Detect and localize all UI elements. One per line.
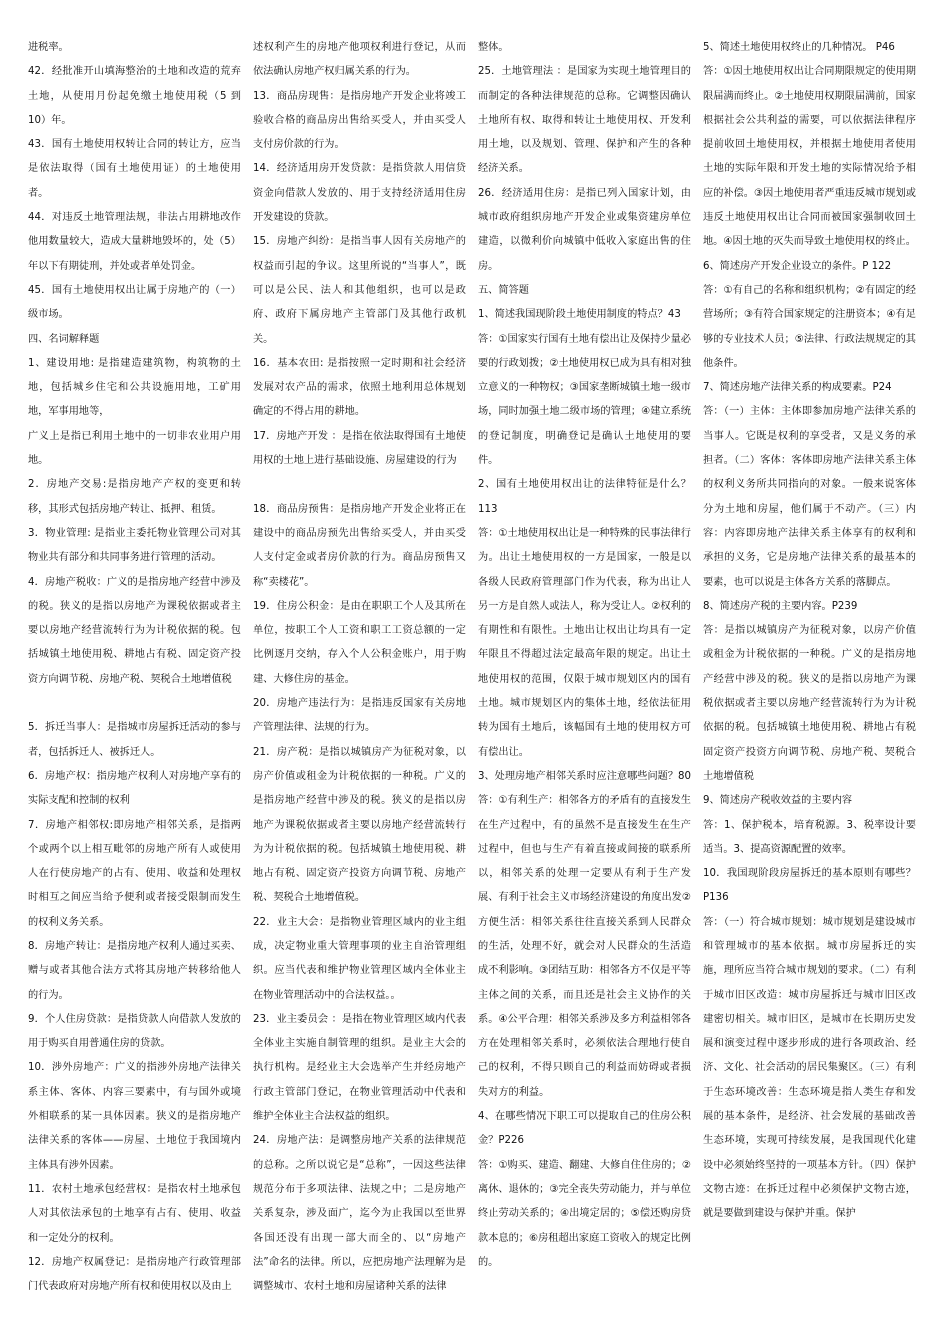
paragraph: 10．我国现阶段房屋拆迁的基本原则有哪些？P136 [703, 868, 916, 904]
paragraph: 进税率。 [28, 42, 69, 53]
paragraph: 8．房地产转让：是指房地产权利人通过买卖、赠与或者其他合法方式将其房地产转移给他人的行为。 [28, 940, 241, 1001]
paragraph: 五、简答题 [478, 284, 529, 296]
paragraph: 14．经济适用房开发贷款：是指贷款人用信贷资金向借款人发放的、用于支持经济适用住房开发建设的贷款。 [253, 163, 466, 224]
paragraph: 答：①购买、建造、翻建、大修自住住房的；②离休、退休的；③完全丧失劳动能力，并与单位终止劳动关系的；④出境定居的；⑤偿还购房贷款本息的；⑥房租超出家庭工资收入的规定比例的。 [478, 1159, 691, 1268]
paragraph: 答：（一）符合城市规划：城市规划是建设城市和管理城市的基本依据。城市房屋拆迁的实施，理所应当符合城市规划的要求。（二）有利于城市旧区改造：城市房屋拆迁与城市旧区改建密切相关。城市旧区，是城市在长期历史发展和演变过程中逐步形成的进行各项政治、经济、文化、社会活动的居民集聚区。（三）有利于生态环境改善：生态环境是指人类生存和发展的基本条件，是经济、社会发展的基础改善生态环境，实现可持续发展，是我国现代化建设中必须始终坚持的一项基本方针。（四）保护文物古迹：在拆迁过程中必须保护文物古迹，就是要做到建设与保护并重。保护 [703, 916, 916, 1220]
paragraph: 答：（一）主体：主体即参加房地产法律关系的当事人。它既是权利的享受者，又是义务的承担者。（二）客体：客体即房地产法律关系主体的权利义务所共同指向的对象。一般来说客体分为土地和房屋，他们属于不动产。（三）内容：内容即房地产法律关系主体享有的权利和承担的义务，它是房地产法律关系的最基本的要素，也可以说是主体各方关系的落脚点。 [703, 406, 916, 588]
paragraph: 答：①因土地使用权出让合同期限规定的使用期限届满而终止。②土地使用权期限届满前，国家根据社会公共利益的需要，可以依据法律程序提前收回土地使用权，并根据土地使用者使用土地的实际年限和开发土地的实际情况给予相应的补偿。③因土地使用者严重违反城市规划或违反土地使用权出让合同而被国家强制收回土地。④因土地的灭失而导致土地使用权的终止。 [703, 66, 916, 248]
paragraph: 15．房地产纠纷：是指当事人因有关房地产的权益而引起的争议。这里所说的“当事人”，既可以是公民、法人和其他组织，也可以是政府、政府下属房地产主管部门及其他行政机关。 [253, 236, 466, 345]
paragraph: 答：1、保护税本，培育税源。3、税率设计要适当。3、提高资源配置的效率。 [703, 819, 916, 855]
paragraph: 26．经济适用住房：是指已列入国家计划，由城市政府组织房地产开发企业或集资建房单位建造，以微利价向城镇中低收入家庭出售的住房。 [478, 187, 691, 272]
text-column-1 [28, 36, 241, 1336]
paragraph: 17．房地产开发 ：是指在依法取得国有土地使用权的土地上进行基础设施、房屋建设的行为 [253, 430, 466, 467]
paragraph: 答：①有利生产：相邻各方的矛盾有的直接发生在生产过程中，有的虽然不是直接发生在生产过程中，但也与生产有着直接或间接的联系所以，相邻关系的处理一定要从有利于生产发展、有利于社会主义市场经济建设的角度出发②方便生活：相邻关系往往直接关系到人民群众的生活，处理不好，就会对人民群众的生活造成不利影响。③团结互助：相邻各方不仅是平等主体之间的关系，而且还是社会主义协作的关系。④公平合理：相邻关系涉及多方利益相邻各方在处理相邻关系时，必须依法合理地行使自己的权利，不得只顾自己的利益而妨碍或者损失对方的利益。 [478, 795, 691, 1098]
paragraph: 5、简述土地使用权终止的几种情况。 P46 [703, 42, 895, 53]
paragraph: 6、简述房产开发企业设立的条件。P 122 [703, 260, 892, 272]
paragraph: 1、简述我国现阶段土地使用制度的特点？43 [478, 309, 681, 321]
paragraph: 4、在哪些情况下职工可以提取自己的住房公积金？P226 [478, 1111, 691, 1147]
paragraph: 四、名词解释题 [28, 333, 100, 345]
paragraph: 23．业主委员会 ：是指在物业管理区域内代表全体业主实施自制管理的组织。是业主大会的执行机构。是经业主大会选举产生并经房地产行政主管部门登记，在物业管理活动中代表和维护全体业主合法权益的组织。 [253, 1013, 466, 1123]
paragraph: 整体。 [478, 42, 509, 53]
paragraph: 答：①土地使用权出让是一种特殊的民事法律行为。出让土地使用权的一方是国家，一般是以各级人民政府管理部门作为代表，称为出让人另一方是自然人或法人，称为受让人。②权利的有期性和有限性。土地出让权出让均具有一定年限且不得超过法定最高年限的规定。出让土地使用权的范围，仅限于城市规划区内的国有土地。城市规划区内的集体土地，经依法征用转为国有土地后，该幅国有土地的使用权方可有偿出让。 [478, 527, 691, 758]
paragraph: 6．房地产权：指房地产权利人对房地产享有的实际支配和控制的权利 [28, 770, 241, 807]
paragraph: 答：①有自己的名称和组织机构；②有固定的经营场所；③有符合国家规定的注册资本；④有足够的专业技术人员；⑤法律、行政法规规定的其他条件。 [703, 284, 916, 369]
paragraph: 22．业主大会：是指物业管理区域内的业主组成，决定物业重大管理事项的业主自治管理组织。应当代表和维护物业管理区域内全体业主在物业管理活动中的合法权益。。 [253, 916, 466, 1001]
paragraph: 18．商品房预售：是指房地产开发企业将正在建设中的商品房预先出售给买受人，并由买受人支付定金或者房价款的行为。商品房预售又称“卖楼花”。 [253, 503, 466, 588]
paragraph: 1、建设用地: 是指建造建筑物，构筑物的土地，包括城乡住宅和公共设施用地，工矿用地，军事用地等， [28, 357, 241, 418]
text-column-3 [478, 36, 691, 1336]
paragraph: 20．房地产违法行为：是指违反国家有关房地产管理法律、法规的行为。 [253, 698, 466, 734]
paragraph: 述权利产生的房地产他项权利进行登记，从而依法确认房地产权归属关系的行为。 [253, 42, 466, 78]
paragraph: 7、简述房地产法律关系的构成要素。P24 [703, 382, 892, 394]
text-column-2 [253, 36, 466, 1336]
paragraph: 43．国有土地使用权转让合同的转让方，应当是依法取得（国有土地使用证）的土地使用者。 [28, 139, 241, 199]
paragraph: 19．住房公积金：是由在职职工个人及其所在单位，按职工个人工资和职工工资总额的一定比例逐月交纳，存入个人公积金账户，用于购建、大修住房的基金。 [253, 600, 466, 685]
paragraph [28, 692, 241, 716]
paragraph: 44．对违反土地管理法规，非法占用耕地改作他用数量较大，造成大量耕地毁坏的，处（5）年以下有期徒刑，并处或者单处罚金。 [28, 212, 241, 272]
paragraph: 9．个人住房贷款：是指贷款人向借款人发放的用于购买自用普通住房的贷款。 [28, 1013, 241, 1050]
paragraph: 答：①国家实行国有土地有偿出让及保持少量必要的行政划拨；②土地使用权已成为具有相对独立意义的一种物权；③国家垄断城镇土地一级市场，同时加强土地二级市场的管理；④建立系统的登记制度，明确登记是确认土地使用的要件。 [478, 333, 691, 467]
paragraph: 5．拆迁当事人：是指城市房屋拆迁活动的参与者，包括拆迁人、被拆迁人。 [28, 722, 241, 758]
paragraph: 2、国有土地使用权出让的法律特征是什么？113 [478, 479, 691, 515]
paragraph: 24．房地产法：是调整房地产关系的法律规范的总称。之所以说它是“总称”，一因这些法律规范分布于多项法律、法规之中；二是房地产关系复杂，涉及面广，迄今为止我国以至世界各国还没有出现一部大而全的、以“房地产法”命名的法律。所以，应把房地产法理解为是调整城市、农村土地和房屋诸种关系的法律 [253, 1135, 466, 1293]
paragraph: 11．农村土地承包经营权：是指农村土地承包人对其依法承包的土地享有占有、使用、收益和一定处分的权利。 [28, 1183, 241, 1244]
paragraph: 答：是指以城镇房产为征税对象，以房产价值或租金为计税依据的一种税。广义的是指房地产经营中涉及的税。狭义的是指以房地产为课税依据或者主要以房地产经营流转行为为计税依据的税。包括城镇土地使用税、耕地占有税固定资产投资方向调节税、房地产税、契税合土地增值税 [703, 625, 916, 782]
paragraph: 13．商品房现售：是指房地产开发企业将竣工验收合格的商品房出售给买受人，并由买受人支付房价款的行为。 [253, 90, 466, 151]
paragraph: 16．基本农田: 是指按照一定时期和社会经济发展对农产品的需求，依照土地利用总体规划确定的不得占用的耕地。 [253, 357, 466, 418]
paragraph: 10．涉外房地产：广义的指涉外房地产法律关系主体、客体、内容三要素中，有与国外或境外相联系的某一具体因素。狭义的是指房地产法律关系的客体——房屋、土地位于我国境内主体具有涉外因素。 [28, 1062, 241, 1171]
paragraph: 7．房地产相邻权:即房地产相邻关系，是指两个或两个以上相互毗邻的房地产所有人或使用人在行使房地产的占有、使用、收益和处理权时相互之间应当给予便利或者接受限制而发生的权利义务关系。 [28, 819, 241, 928]
paragraph: 3．物业管理: 是指业主委托物业管理公司对其物业共有部分和共同事务进行管理的活动。 [28, 527, 241, 564]
paragraph: 3、处理房地产相邻关系时应注意哪些问题？80 [478, 770, 691, 782]
paragraph: 9、简述房产税收效益的主要内容 [703, 795, 853, 807]
paragraph [253, 473, 466, 497]
paragraph: 25．土地管理法 ：是国家为实现土地管理目的而制定的各种法律规范的总称。它调整因确认土地所有权、取得和转让土地使用权、开发利用土地，以及规划、管理、保护和产生的各种经济关系。 [478, 66, 691, 175]
paragraph: 42．经批准开山填海整治的土地和改造的荒弃土地，从使用月份起免缴土地使用税（5 到 10）年。 [28, 66, 241, 126]
paragraph: 12．房地产权属登记：是指房地产行政管理部门代表政府对房地产所有权和使用权以及由上 [28, 1256, 241, 1293]
text-column-4 [703, 36, 916, 1336]
paragraph: 8、简述房产税的主要内容。P239 [703, 600, 858, 612]
paragraph: 4．房地产税收：广义的是指房地产经营中涉及的税。狭义的是指以房地产为课税依据或者主要以房地产经营流转行为为计税依据的税。包括城镇土地使用税、耕地占有税、固定资产投资方向调节税、房地产税、契税合土地增值税 [28, 576, 241, 685]
paragraph: 广义上是指已利用土地中的一切非农业用户用地。 [28, 430, 241, 467]
paragraph: 21．房产税：是指以城镇房产为征税对象，以房产价值或租金为计税依据的一种税。广义的是指房地产经营中涉及的税。狭义的是指以房地产为课税依据或者主要以房地产经营流转行为为计税依据的税。包括城镇土地使用税、耕地占有税、固定资产投资方向调节税、房地产税、契税合土地增值税。 [253, 746, 466, 904]
paragraph: 2．房地产交易:是指房地产产权的变更和转移，其形式包括房地产转让、抵押、租赁。 [28, 479, 241, 515]
paragraph: 45．国有土地使用权出让属于房地产的（一）级市场。 [28, 284, 241, 321]
